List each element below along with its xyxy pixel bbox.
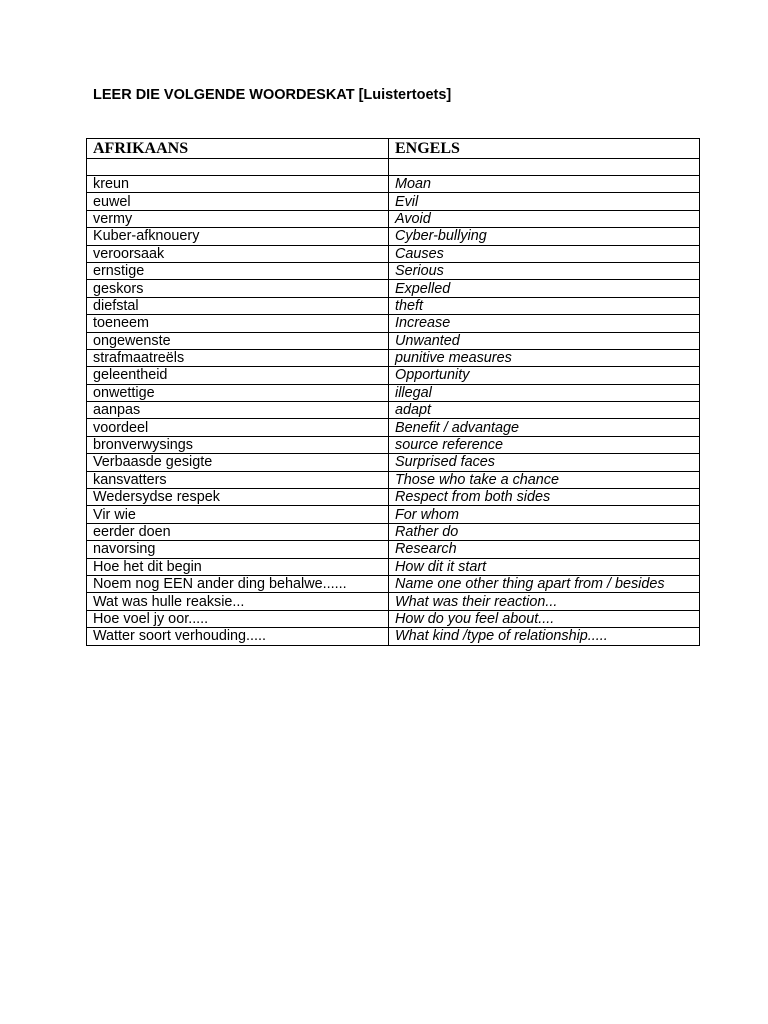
english-translation-cell: adapt — [389, 402, 700, 419]
table-row — [87, 280, 700, 297]
afrikaans-word-cell: toeneem — [87, 315, 389, 332]
vocabulary-table-body — [87, 159, 700, 646]
english-translation-cell: Respect from both sides — [389, 489, 700, 506]
english-translation-cell: Cyber-bullying — [389, 228, 700, 245]
afrikaans-word-cell: Vir wie — [87, 506, 389, 523]
afrikaans-word-cell: veroorsaak — [87, 245, 389, 262]
afrikaans-word-cell: eerder doen — [87, 523, 389, 540]
english-column-header: ENGELS — [389, 139, 700, 159]
english-translation-cell: Increase — [389, 315, 700, 332]
table-row — [87, 262, 700, 279]
english-translation-cell: Surprised faces — [389, 454, 700, 471]
table-row — [87, 349, 700, 366]
english-translation-cell: For whom — [389, 506, 700, 523]
table-row — [87, 506, 700, 523]
english-translation-cell: Unwanted — [389, 332, 700, 349]
table-row — [87, 575, 700, 592]
english-translation-cell: How do you feel about.... — [389, 610, 700, 627]
afrikaans-word-cell: geleentheid — [87, 367, 389, 384]
afrikaans-word-cell: strafmaatreëls — [87, 349, 389, 366]
english-translation-cell: How dit it start — [389, 558, 700, 575]
afrikaans-word-cell: onwettige — [87, 384, 389, 401]
table-row — [87, 558, 700, 575]
afrikaans-word-cell: bronverwysings — [87, 436, 389, 453]
afrikaans-word-cell: Noem nog EEN ander ding behalwe...... — [87, 575, 389, 592]
english-translation-cell: Moan — [389, 176, 700, 193]
afrikaans-word-cell: geskors — [87, 280, 389, 297]
table-row — [87, 245, 700, 262]
empty-cell — [87, 159, 389, 176]
english-translation-cell: source reference — [389, 436, 700, 453]
afrikaans-word-cell: navorsing — [87, 541, 389, 558]
table-row — [87, 402, 700, 419]
table-row — [87, 489, 700, 506]
table-row — [87, 628, 700, 645]
english-translation-cell: Opportunity — [389, 367, 700, 384]
afrikaans-word-cell: Verbaasde gesigte — [87, 454, 389, 471]
table-header-row — [87, 139, 700, 159]
english-translation-cell: Expelled — [389, 280, 700, 297]
english-translation-cell: Rather do — [389, 523, 700, 540]
afrikaans-word-cell: Hoe voel jy oor..... — [87, 610, 389, 627]
table-row — [87, 332, 700, 349]
table-row — [87, 454, 700, 471]
afrikaans-word-cell: ernstige — [87, 262, 389, 279]
afrikaans-word-cell: kreun — [87, 176, 389, 193]
table-row — [87, 384, 700, 401]
english-translation-cell: What was their reaction... — [389, 593, 700, 610]
afrikaans-word-cell: Kuber-afknouery — [87, 228, 389, 245]
afrikaans-word-cell: Watter soort verhouding..... — [87, 628, 389, 645]
afrikaans-word-cell: ongewenste — [87, 332, 389, 349]
english-translation-cell: What kind /type of relationship..... — [389, 628, 700, 645]
afrikaans-word-cell: kansvatters — [87, 471, 389, 488]
table-row — [87, 315, 700, 332]
english-translation-cell: Those who take a chance — [389, 471, 700, 488]
english-translation-cell: Evil — [389, 193, 700, 210]
empty-row — [87, 159, 700, 176]
afrikaans-word-cell: vermy — [87, 210, 389, 227]
vocabulary-table — [86, 138, 700, 646]
table-row — [87, 193, 700, 210]
afrikaans-word-cell: euwel — [87, 193, 389, 210]
table-row — [87, 297, 700, 314]
afrikaans-column-header: AFRIKAANS — [87, 139, 389, 159]
table-row — [87, 210, 700, 227]
afrikaans-word-cell: aanpas — [87, 402, 389, 419]
afrikaans-word-cell: Hoe het dit begin — [87, 558, 389, 575]
afrikaans-word-cell: voordeel — [87, 419, 389, 436]
afrikaans-word-cell: diefstal — [87, 297, 389, 314]
afrikaans-word-cell: Wedersydse respek — [87, 489, 389, 506]
english-translation-cell: Causes — [389, 245, 700, 262]
english-translation-cell: Research — [389, 541, 700, 558]
english-translation-cell: theft — [389, 297, 700, 314]
english-translation-cell: punitive measures — [389, 349, 700, 366]
english-translation-cell: Name one other thing apart from / besides — [389, 575, 700, 592]
english-translation-cell: Serious — [389, 262, 700, 279]
table-row — [87, 593, 700, 610]
table-row — [87, 228, 700, 245]
english-translation-cell: illegal — [389, 384, 700, 401]
table-row — [87, 471, 700, 488]
empty-cell — [389, 159, 700, 176]
page-title: LEER DIE VOLGENDE WOORDESKAT [Luistertoets] — [93, 87, 452, 103]
table-row — [87, 541, 700, 558]
table-row — [87, 436, 700, 453]
english-translation-cell: Avoid — [389, 210, 700, 227]
table-row — [87, 610, 700, 627]
english-translation-cell: Benefit / advantage — [389, 419, 700, 436]
table-row — [87, 419, 700, 436]
table-row — [87, 367, 700, 384]
table-row — [87, 176, 700, 193]
afrikaans-word-cell: Wat was hulle reaksie... — [87, 593, 389, 610]
table-row — [87, 523, 700, 540]
